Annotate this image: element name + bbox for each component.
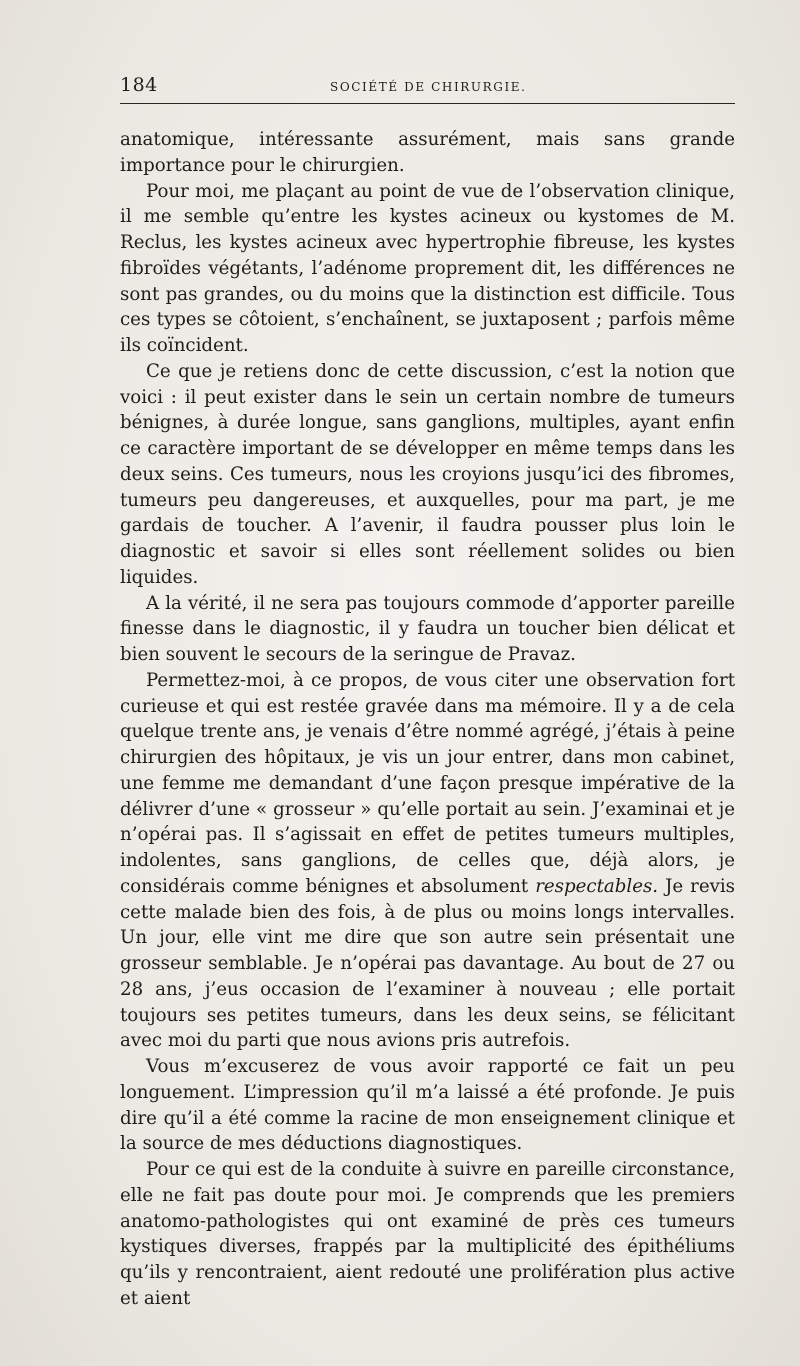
paragraph: Pour ce qui est de la conduite à suivre en pareille circonstance, elle ne fait pas doute pour moi. Je comprends que les premiers anatomo-pathologistes qui ont examiné de près ces tumeurs kystiques diverses, frappés par la multiplicité des épithéliums qu’ils y rencontraient, aient redouté une prolifération plus active et aient bbox=[120, 1159, 735, 1309]
paragraph: Pour moi, me plaçant au point de vue de l’observation clinique, il me semble qu’entre les kystes acineux ou kystomes de M. Reclus, les kystes acineux avec hypertrophie fibreuse, les kystes fibroïdes végétants, l’adénome proprement dit, les différences ne sont pas grandes, ou du moins que la distinction est difficile. Tous ces types se côtoient, s’enchaînent, se juxtaposent ; parfois même ils coïncident. bbox=[120, 180, 735, 356]
paragraph-text: Permettez-moi, à ce propos, de vous citer une observation fort curieuse et qui est restée gravée dans ma mémoire. Il y a de cela quelque trente ans, je venais d’être nommé agrégé, j’étais à peine chirurgien des hôpitaux, je vis un jour entrer, dans mon cabinet, une femme me demandant d’une façon presque impérative de la délivrer d’une « grosseur » qu’elle portait au sein. J’examinai et je n’opérai pas. Il s’agissait en effet de petites tumeurs multiples, indolentes, sans ganglions, de celles que, déjà alors, je considérais comme bénignes et absolument bbox=[120, 669, 735, 897]
header-rule bbox=[120, 103, 735, 104]
page-header bbox=[120, 70, 735, 110]
paragraph-text: Je revis cette malade bien des fois, à de plus ou moins longs intervalles. Un jour, elle vint me dire que son autre sein présentait une grosseur semblable. Je n’opérai pas davantage. Au bout de 27 ou 28 ans, j’eus occasion de l’examiner à nouveau ; elle portait toujours ses petites tumeurs, dans les deux seins, se félicitant avec moi du parti que nous avions pris autrefois. bbox=[120, 875, 736, 1052]
body-text bbox=[120, 127, 735, 1312]
paragraph: A la vérité, il ne sera pas toujours commode d’apporter pareille finesse dans le diagnostic, il y faudra un toucher bien délicat et bien souvent le secours de la seringue de Pravaz. bbox=[120, 592, 735, 665]
paragraph: Ce que je retiens donc de cette discussion, c’est la notion que voici : il peut exister dans le sein un certain nombre de tumeurs bénignes, à durée longue, sans ganglions, multiples, ayant enfin ce caractère important de se développer en même temps dans les deux seins. Ces tumeurs, nous les croyions jusqu’ici des fibromes, tumeurs peu dangereuses, et auxquelles, pour ma part, je me gardais de toucher. A l’avenir, il faudra pousser plus loin le diagnostic et savoir si elles sont réellement solides ou bien liquides. bbox=[120, 360, 735, 588]
paragraph-continuation: anatomique, intéressante assurément, mais sans grande importance pour le chirurgien. bbox=[120, 129, 735, 176]
paragraph bbox=[120, 668, 735, 1054]
paragraph: Vous m’excuserez de vous avoir rapporté ce fait un peu longuement. L’impression qu’il m’a laissé a été profonde. Je puis dire qu’il a été comme la racine de mon enseignement clinique et la source de mes déductions diagnostiques. bbox=[120, 1056, 735, 1155]
page-number: 184 bbox=[120, 74, 158, 96]
italic-emphasis: respectables. bbox=[535, 875, 659, 897]
running-title: SOCIÉTÉ DE CHIRURGIE. bbox=[330, 80, 527, 94]
